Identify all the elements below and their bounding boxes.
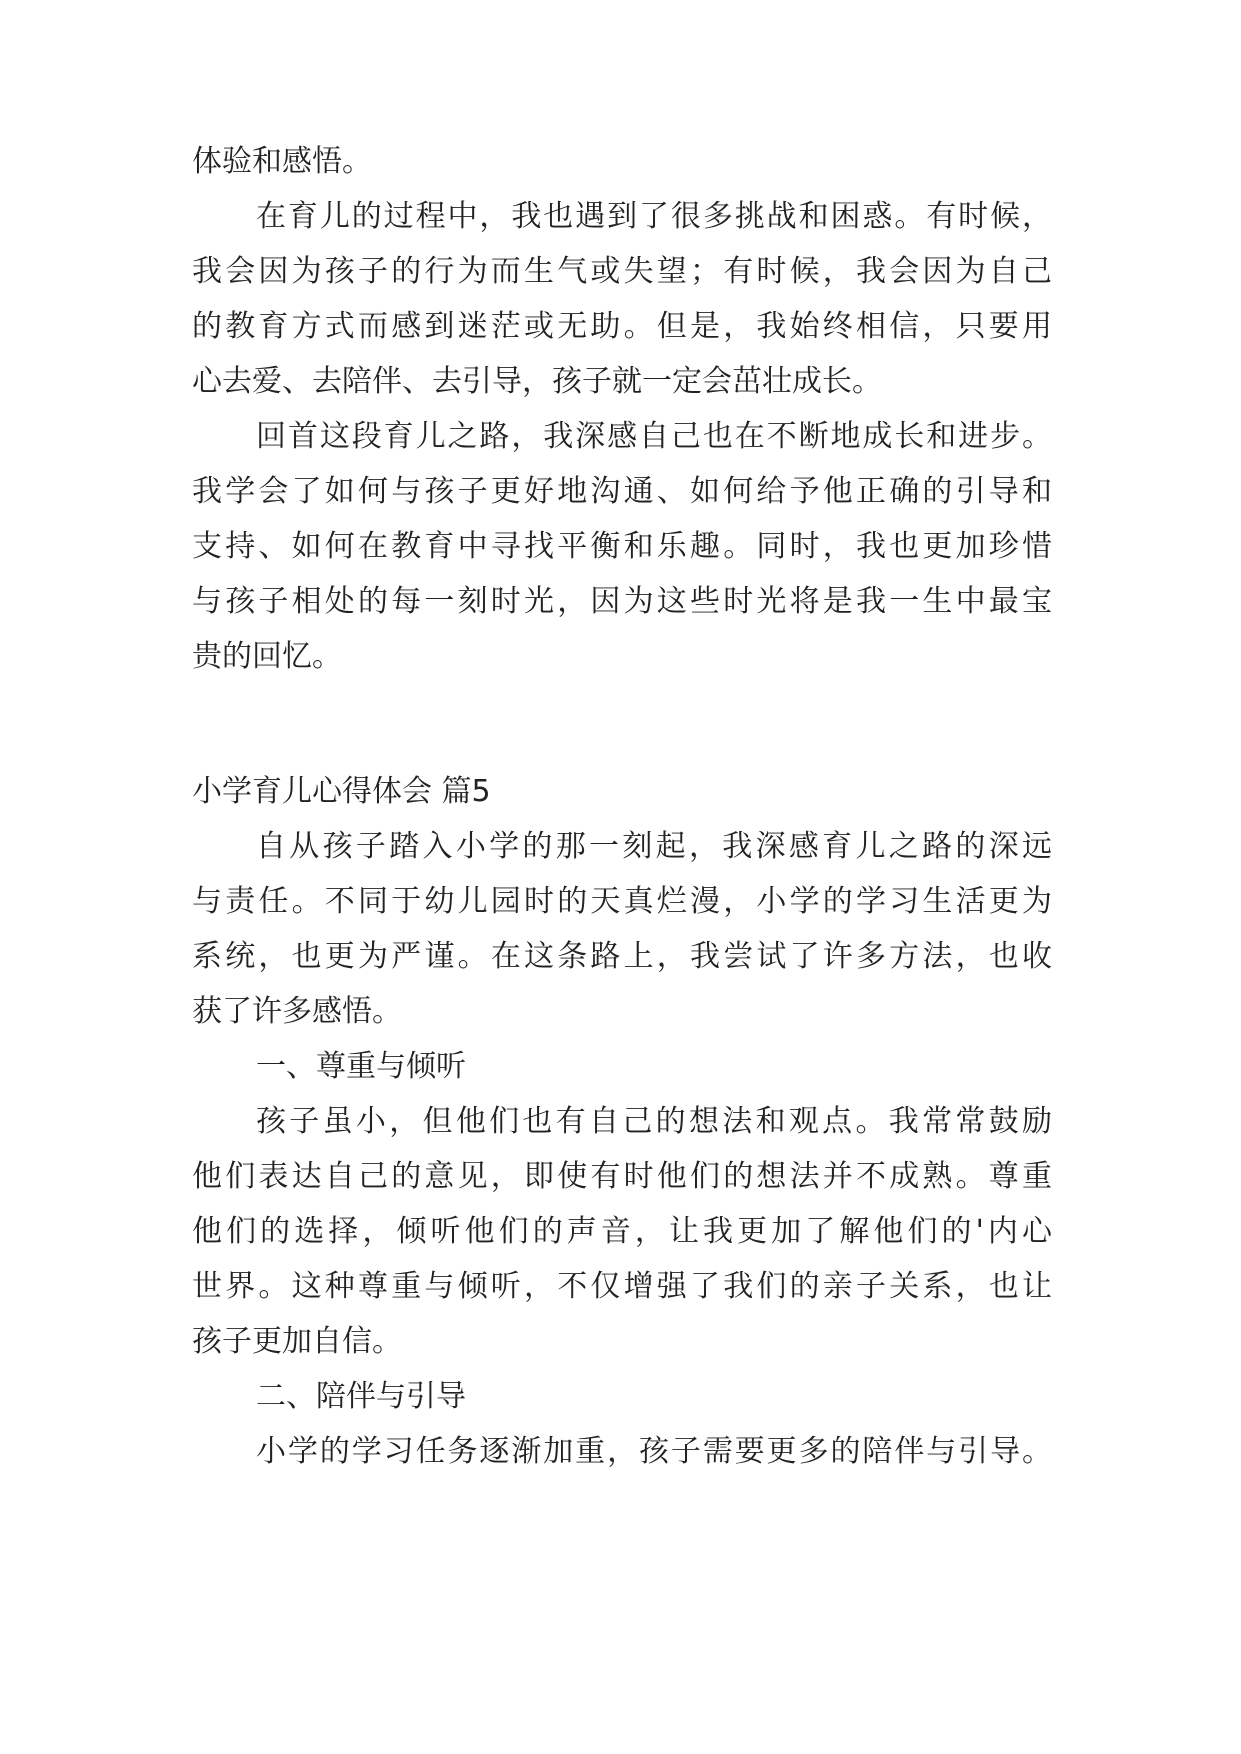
paragraph-line: 体验和感悟。 (192, 144, 372, 179)
paragraph-line: 获了许多感悟。 (192, 994, 402, 1029)
paragraph-line: 我学会了如何与孩子更好地沟通、如何给予他正确的引导和 (192, 474, 1052, 509)
paragraph-line: 与孩子相处的每一刻时光，因为这些时光将是我一生中最宝 (192, 584, 1052, 619)
paragraph-line: 贵的回忆。 (192, 639, 342, 674)
paragraph-line: 自从孩子踏入小学的那一刻起，我深感育儿之路的深远 (256, 829, 1052, 864)
paragraph-line: 心去爱、去陪伴、去引导，孩子就一定会茁壮成长。 (192, 364, 882, 399)
section-heading: 小学育儿心得体会 篇5 (192, 774, 491, 809)
paragraph-line: 他们的选择，倾听他们的声音，让我更加了解他们的'内心 (192, 1214, 1052, 1249)
subheading: 二、陪伴与引导 (256, 1379, 466, 1414)
paragraph-line: 世界。这种尊重与倾听，不仅增强了我们的亲子关系，也让 (192, 1269, 1052, 1304)
paragraph-line: 回首这段育儿之路，我深感自己也在不断地成长和进步。 (256, 419, 1052, 454)
paragraph-line: 在育儿的过程中，我也遇到了很多挑战和困惑。有时候， (256, 199, 1052, 234)
subheading: 一、尊重与倾听 (256, 1049, 466, 1084)
paragraph-line: 的教育方式而感到迷茫或无助。但是，我始终相信，只要用 (192, 309, 1052, 344)
paragraph-line: 他们表达自己的意见，即使有时他们的想法并不成熟。尊重 (192, 1159, 1052, 1194)
paragraph-line: 小学的学习任务逐渐加重，孩子需要更多的陪伴与引导。 (256, 1434, 1052, 1469)
paragraph-line: 支持、如何在教育中寻找平衡和乐趣。同时，我也更加珍惜 (192, 529, 1052, 564)
paragraph-line: 孩子虽小，但他们也有自己的想法和观点。我常常鼓励 (256, 1104, 1052, 1139)
paragraph-line: 孩子更加自信。 (192, 1324, 402, 1359)
paragraph-line: 我会因为孩子的行为而生气或失望；有时候，我会因为自己 (192, 254, 1052, 289)
paragraph-line: 系统，也更为严谨。在这条路上，我尝试了许多方法，也收 (192, 939, 1052, 974)
paragraph-line: 与责任。不同于幼儿园时的天真烂漫，小学的学习生活更为 (192, 884, 1052, 919)
